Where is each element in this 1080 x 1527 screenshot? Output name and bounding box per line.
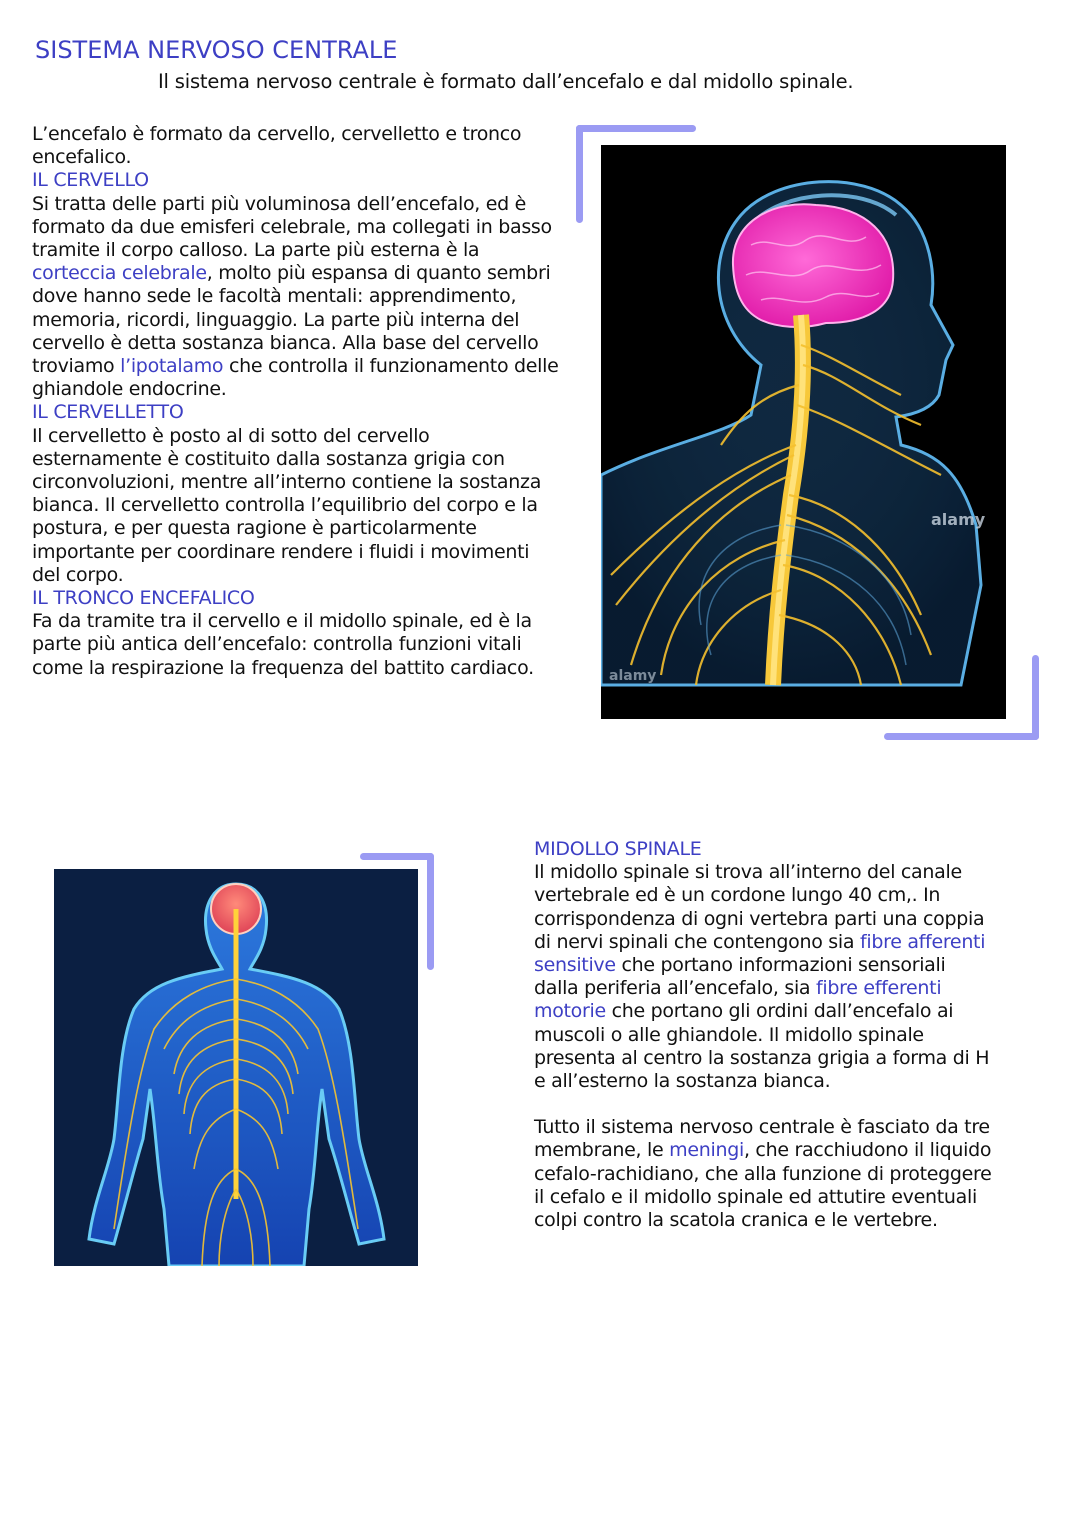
cervello-text <box>32 193 562 402</box>
cervelletto-text: Il cervelletto è posto al di sotto del cervello esternamente è costituito dalla sostanza grigia con circonvoluzioni, mentre all’interno contiene la sostanza bianca. Il cervelletto controlla l’equilibrio del corpo e la postura, e per questa ragione è particolarmente importante per coordinare rendere i fluidi i movimenti del corpo. <box>32 424 542 586</box>
highlight-fibre-afferenti: fibre afferenti sensitive <box>534 930 986 977</box>
page-title: SISTEMA NERVOSO CENTRALE <box>35 36 398 64</box>
midollo-spinale-section <box>534 838 994 1232</box>
svg-text:alamy: alamy <box>931 510 986 529</box>
head-nervous-system-image <box>601 145 1006 719</box>
text-run: Si tratta delle parti più voluminosa dell’encefalo, ed è formato da due emisferi celebrale, ma collegati in basso tramite il corpo calloso. La parte più esterna è la <box>32 192 552 262</box>
highlight-corteccia: corteccia celebrale <box>32 262 207 285</box>
body-nervous-system-illustration <box>54 869 418 1266</box>
highlight-fibre-efferenti: fibre efferenti motorie <box>534 977 942 1023</box>
heading-cervelletto: IL CERVELLETTO <box>32 401 184 424</box>
encefalo-section <box>32 123 562 680</box>
heading-midollo-spinale: MIDOLLO SPINALE <box>534 838 702 860</box>
paragraph-gap <box>534 1093 994 1116</box>
intro-text: L’encefalo è formato da cervello, cervelletto e tronco encefalico. <box>32 123 522 169</box>
page-subtitle: Il sistema nervoso centrale è formato dall’encefalo e dal midollo spinale. <box>158 70 854 93</box>
tronco-text: Fa da tramite tra il cervello e il midollo spinale, ed è la parte più antica dell’encefalo: controlla funzioni vitali come la respirazione la frequenza del battito cardiaco. <box>32 610 534 679</box>
meningi-text <box>534 1116 994 1232</box>
svg-text:alamy: alamy <box>609 668 657 684</box>
bracket-top-right-vertical <box>427 853 434 970</box>
text-run: , molto più espansa di quanto sembri dove hanno sede le facoltà mentali: apprendimento, memoria, ricordi, linguaggio. La parte più interna del cervello è detta sostanza bianca. Alla base del cervello troviamo <box>32 262 551 378</box>
text-run: Tutto il sistema nervoso centrale è fasciato da tre membrane, le <box>534 1116 990 1162</box>
heading-tronco-encefalico: IL TRONCO ENCEFALICO <box>32 587 255 610</box>
bracket-top-left-vertical <box>576 125 583 223</box>
bracket-bottom-right-horizontal <box>884 733 1039 740</box>
head-nervous-system-illustration <box>601 145 1006 719</box>
text-run: Il midollo spinale si trova all’interno del canale vertebrale ed è un cordone lungo 40 cm,. In corrispondenza di ogni vertebra parti una coppia di nervi spinali che contengono sia <box>534 861 985 953</box>
heading-cervello: IL CERVELLO <box>32 169 149 192</box>
body-nervous-system-image <box>54 869 418 1266</box>
highlight-meningi: meningi <box>669 1139 744 1162</box>
text-run: , che racchiudono il liquido cefalo-rachidiano, che alla funzione di proteggere il cefalo e il midollo spinale ed attutire eventuali colpi contro la scatola cranica e le vertebre. <box>534 1139 992 1232</box>
bracket-top-left-horizontal <box>576 125 696 132</box>
text-run: che controlla il funzionamento delle ghiandole endocrine. <box>32 355 559 401</box>
text-run: che portano gli ordini dall’encefalo ai muscoli o alle ghiandole. Il midollo spinale presenta al centro la sostanza grigia a forma di H e all’esterno la sostanza bianca. <box>534 1000 990 1093</box>
bracket-bottom-right-vertical <box>1032 655 1039 740</box>
text-run: che portano informazioni sensoriali dalla periferia all’encefalo, sia <box>534 954 946 1000</box>
bracket-top-right-horizontal <box>360 853 434 860</box>
highlight-ipotalamo: l’ipotalamo <box>120 355 224 378</box>
midollo-text <box>534 861 994 1093</box>
